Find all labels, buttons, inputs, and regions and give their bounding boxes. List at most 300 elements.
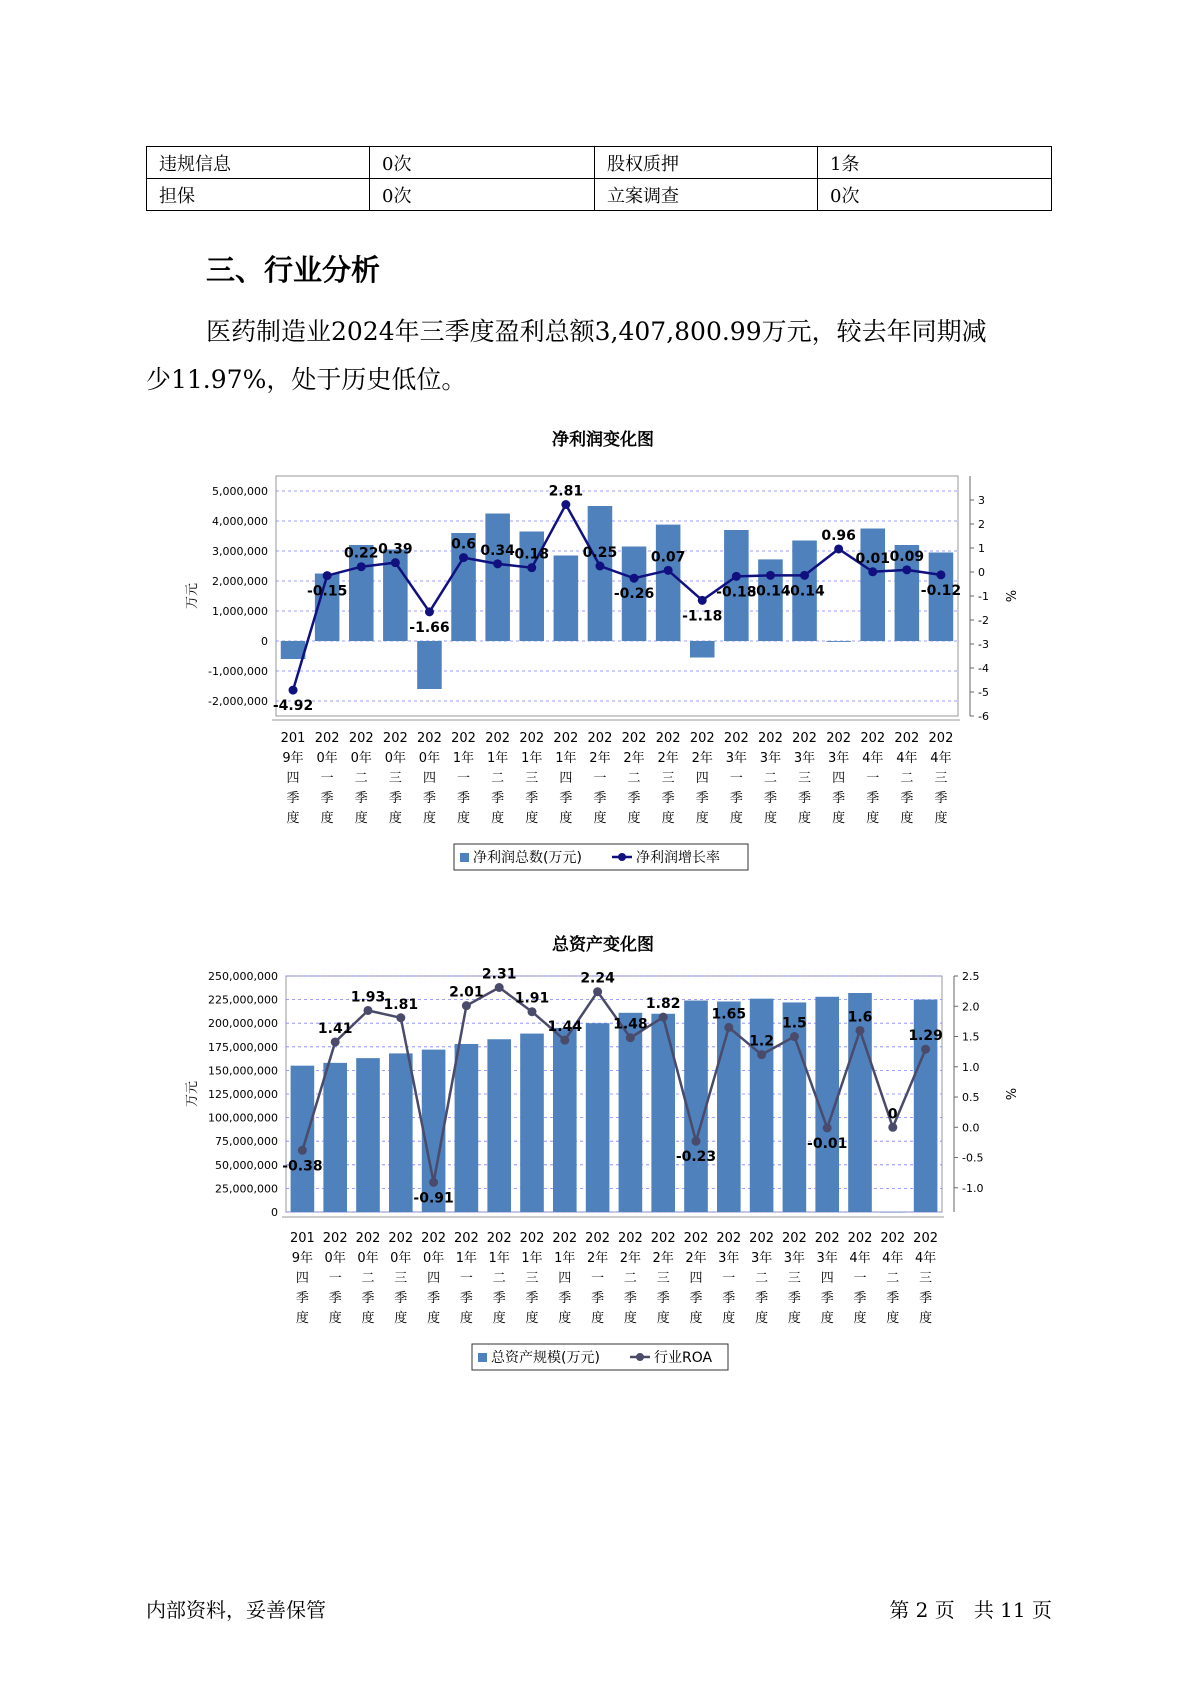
x-tick-label: 202 xyxy=(314,731,340,746)
x-tick-label: 2年 xyxy=(691,751,713,766)
x-tick-label: 3年 xyxy=(793,751,816,766)
x-tick-label: 1年 xyxy=(554,1251,576,1266)
data-label: 2.31 xyxy=(481,966,517,983)
x-tick-label: 202 xyxy=(716,1231,742,1246)
y2-tick-label: -1.0 xyxy=(962,1181,984,1195)
x-tick-label: 度 xyxy=(755,1311,769,1326)
x-tick-label: 度 xyxy=(722,1311,736,1326)
x-tick-label: 度 xyxy=(422,811,436,826)
x-tick-label: 3年 xyxy=(725,751,747,766)
x-tick-label: 202 xyxy=(781,1231,807,1246)
bar xyxy=(422,1050,446,1212)
data-label: 0.07 xyxy=(650,549,686,566)
y2-tick-label: -4 xyxy=(978,662,989,675)
line-point xyxy=(698,596,707,605)
y2-tick-label: 0 xyxy=(978,566,985,579)
data-label: -1.66 xyxy=(409,619,450,636)
x-tick-label: 度 xyxy=(627,811,641,826)
x-tick-label: 季 xyxy=(361,1291,375,1306)
x-tick-label: 四 xyxy=(558,1271,572,1286)
x-tick-label: 一 xyxy=(853,1271,867,1286)
x-tick-label: 0年 xyxy=(324,1251,346,1266)
x-tick-label: 3年 xyxy=(750,1251,773,1266)
y-axis-label: 万元 xyxy=(185,582,200,610)
line-point xyxy=(289,686,298,695)
y-tick-label: 150,000,000 xyxy=(208,1064,278,1078)
x-tick-label: 202 xyxy=(486,1231,512,1246)
line-point xyxy=(560,1036,569,1045)
x-tick-label: 二 xyxy=(627,771,641,786)
x-tick-label: 一 xyxy=(866,771,880,786)
x-tick-label: 季 xyxy=(492,1291,506,1306)
x-tick-label: 季 xyxy=(787,1291,801,1306)
bar xyxy=(554,556,579,642)
x-tick-label: 度 xyxy=(328,1311,342,1326)
legend-bar-swatch xyxy=(460,853,469,862)
x-tick-label: 三 xyxy=(919,1271,933,1286)
data-label: -0.91 xyxy=(413,1190,454,1207)
x-tick-label: 度 xyxy=(525,1311,539,1326)
x-tick-label: 2年 xyxy=(685,1251,707,1266)
legend-bar-label: 总资产规模(万元) xyxy=(491,1350,600,1366)
x-tick-label: 度 xyxy=(729,811,743,826)
line-point xyxy=(364,1006,373,1015)
x-tick-label: 一 xyxy=(328,1271,342,1286)
x-tick-label: 季 xyxy=(886,1291,900,1306)
y2-tick-label: 2.5 xyxy=(962,970,980,983)
line-point xyxy=(425,607,434,616)
paragraph-line-1: 医药制造业2024年三季度盈利总额3,407,800.99万元，较去年同期减 xyxy=(206,317,987,346)
x-tick-label: 季 xyxy=(427,1291,441,1306)
x-tick-label: 一 xyxy=(457,771,471,786)
bar xyxy=(588,506,613,641)
net-profit-chart xyxy=(0,420,1191,880)
legend-line-marker xyxy=(618,853,626,861)
line-point xyxy=(766,571,775,580)
x-tick-label: 季 xyxy=(832,791,846,806)
x-tick-label: 1年 xyxy=(488,1251,510,1266)
x-tick-label: 四 xyxy=(832,771,846,786)
x-tick-label: 度 xyxy=(661,811,675,826)
y2-tick-label: 0.5 xyxy=(962,1091,980,1105)
x-tick-label: 202 xyxy=(617,1231,643,1246)
line-point xyxy=(357,562,366,571)
data-label: 0.6 xyxy=(451,536,476,553)
x-tick-label: 季 xyxy=(900,791,914,806)
x-tick-label: 度 xyxy=(593,811,607,826)
line-point xyxy=(527,563,536,572)
y-tick-label: 50,000,000 xyxy=(215,1158,278,1172)
x-tick-label: 季 xyxy=(525,1291,539,1306)
table-cell: 0次 xyxy=(370,179,595,211)
x-tick-label: 202 xyxy=(621,731,647,746)
y2-tick-label: -2 xyxy=(978,614,989,627)
legend-line-label: 行业ROA xyxy=(654,1350,713,1366)
x-tick-label: 三 xyxy=(525,1271,539,1286)
bar xyxy=(356,1058,380,1212)
x-tick-label: 201 xyxy=(280,731,306,746)
x-tick-label: 四 xyxy=(286,771,300,786)
x-tick-label: 度 xyxy=(427,1311,441,1326)
data-label: 1.44 xyxy=(547,1019,583,1036)
line-point xyxy=(595,562,604,571)
y2-tick-label: 2.0 xyxy=(962,1000,980,1014)
table-cell: 0次 xyxy=(818,179,1052,211)
data-label: 1.6 xyxy=(847,1009,873,1026)
bar xyxy=(553,1028,577,1212)
x-tick-label: 度 xyxy=(623,1311,637,1326)
x-tick-label: 202 xyxy=(749,1231,775,1246)
x-tick-label: 二 xyxy=(623,1271,637,1286)
line-point xyxy=(888,1123,897,1132)
x-tick-label: 二 xyxy=(763,771,777,786)
x-tick-label: 202 xyxy=(322,1231,348,1246)
x-tick-label: 度 xyxy=(295,1311,309,1326)
x-tick-label: 3年 xyxy=(828,751,850,766)
data-label: 1.65 xyxy=(711,1006,747,1023)
line-point xyxy=(493,559,502,568)
data-label: 0.22 xyxy=(343,545,379,562)
line-point xyxy=(528,1007,537,1016)
x-tick-label: 季 xyxy=(286,791,300,806)
x-tick-label: 三 xyxy=(934,771,948,786)
data-label: -0.23 xyxy=(675,1149,717,1166)
x-tick-label: 二 xyxy=(755,1271,769,1286)
y-tick-label: 2,000,000 xyxy=(212,575,268,588)
data-label: 1.81 xyxy=(383,996,419,1013)
x-tick-label: 季 xyxy=(820,1291,834,1306)
x-tick-label: 度 xyxy=(798,811,812,826)
line-point xyxy=(396,1013,405,1022)
x-tick-label: 202 xyxy=(880,1231,906,1246)
data-label: 0.39 xyxy=(378,541,413,558)
x-tick-label: 2年 xyxy=(652,1251,674,1266)
x-tick-label: 四 xyxy=(422,771,436,786)
x-tick-label: 202 xyxy=(826,731,852,746)
x-tick-label: 三 xyxy=(661,771,675,786)
data-label: -0.14 xyxy=(750,583,791,600)
data-label: 1.48 xyxy=(613,1016,648,1033)
line-point xyxy=(921,1045,930,1054)
x-tick-label: 0年 xyxy=(422,1251,445,1266)
x-tick-label: 度 xyxy=(492,1311,506,1326)
line-point xyxy=(724,1023,733,1032)
y-tick-label: 250,000,000 xyxy=(208,970,278,983)
x-tick-label: 202 xyxy=(348,731,374,746)
line-point xyxy=(298,1146,307,1155)
x-tick-label: 季 xyxy=(388,791,402,806)
x-tick-label: 季 xyxy=(525,791,539,806)
chart-title: 净利润变化图 xyxy=(552,430,654,450)
x-tick-label: 3年 xyxy=(816,1251,838,1266)
y-tick-label: 175,000,000 xyxy=(208,1040,278,1054)
bar xyxy=(520,1034,544,1212)
x-tick-label: 度 xyxy=(832,811,846,826)
section-heading: 三、行业分析 xyxy=(206,253,381,287)
x-tick-label: 度 xyxy=(491,811,505,826)
data-label: 0.34 xyxy=(480,542,515,559)
x-tick-label: 二 xyxy=(886,1271,900,1286)
y-tick-label: 5,000,000 xyxy=(212,485,268,498)
line-point xyxy=(495,983,504,992)
x-tick-label: 202 xyxy=(814,1231,840,1246)
paragraph-line-2: 少11.97%，处于历史低位。 xyxy=(146,365,467,394)
data-label: -0.18 xyxy=(716,584,757,601)
y-tick-label: 3,000,000 xyxy=(212,545,268,558)
x-tick-label: 度 xyxy=(866,811,880,826)
x-tick-label: 三 xyxy=(798,771,812,786)
x-tick-label: 季 xyxy=(558,1291,572,1306)
y2-axis-label: % xyxy=(1002,1087,1017,1101)
x-tick-label: 2年 xyxy=(623,751,645,766)
bar xyxy=(860,529,885,642)
x-tick-label: 二 xyxy=(492,1271,506,1286)
data-label: -0.38 xyxy=(282,1158,323,1175)
x-tick-label: 度 xyxy=(286,811,300,826)
x-tick-label: 三 xyxy=(656,1271,670,1286)
data-label: 1.41 xyxy=(317,1020,353,1037)
x-tick-label: 季 xyxy=(459,1291,473,1306)
x-tick-label: 度 xyxy=(695,811,709,826)
x-tick-label: 1年 xyxy=(521,1251,543,1266)
x-tick-label: 度 xyxy=(919,1311,933,1326)
x-tick-label: 季 xyxy=(755,1291,769,1306)
legend-bar-label: 净利润总数(万元) xyxy=(473,850,582,866)
data-label: 0.09 xyxy=(889,548,925,565)
x-tick-label: 度 xyxy=(394,1311,408,1326)
table-cell: 立案调查 xyxy=(595,179,818,211)
x-tick-label: 2年 xyxy=(619,1251,642,1266)
x-tick-label: 4年 xyxy=(882,1251,904,1266)
line-point xyxy=(391,558,400,567)
x-tick-label: 一 xyxy=(729,771,743,786)
y2-tick-label: -3 xyxy=(978,638,989,651)
y-axis-label: 万元 xyxy=(185,1080,200,1108)
x-tick-label: 9年 xyxy=(282,751,304,766)
x-tick-label: 四 xyxy=(295,1271,309,1286)
x-tick-label: 度 xyxy=(558,1311,572,1326)
bar xyxy=(586,1023,610,1212)
x-tick-label: 季 xyxy=(729,791,743,806)
y-tick-label: 0 xyxy=(261,635,268,648)
x-tick-label: 一 xyxy=(722,1271,736,1286)
y2-tick-label: -5 xyxy=(978,686,989,699)
bar xyxy=(651,1014,675,1212)
x-tick-label: 度 xyxy=(361,1311,375,1326)
bar xyxy=(455,1044,479,1212)
data-label: -0.26 xyxy=(613,586,655,603)
y2-tick-label: 2 xyxy=(978,518,985,531)
x-tick-label: 季 xyxy=(394,1291,408,1306)
bar xyxy=(750,999,774,1212)
data-label: 0.18 xyxy=(514,546,550,563)
line-point xyxy=(593,987,602,996)
x-tick-label: 二 xyxy=(361,1271,375,1286)
x-tick-label: 0年 xyxy=(357,1251,379,1266)
x-tick-label: 季 xyxy=(798,791,812,806)
data-label: 1.91 xyxy=(514,990,550,1007)
line-point xyxy=(823,1123,832,1132)
x-tick-label: 度 xyxy=(820,1311,834,1326)
data-label: 2.24 xyxy=(580,970,615,987)
x-tick-label: 202 xyxy=(913,1231,939,1246)
x-tick-label: 1年 xyxy=(452,751,475,766)
x-tick-label: 1年 xyxy=(555,751,577,766)
x-tick-label: 季 xyxy=(919,1291,933,1306)
x-tick-label: 202 xyxy=(758,731,783,746)
y2-tick-label: 1.0 xyxy=(962,1060,980,1074)
x-tick-label: 202 xyxy=(655,731,681,746)
x-tick-label: 4年 xyxy=(930,751,952,766)
line-point xyxy=(659,1013,668,1022)
x-tick-label: 202 xyxy=(723,731,749,746)
x-tick-label: 四 xyxy=(427,1271,441,1286)
footer-left: 内部资料，妥善保管 xyxy=(146,1598,326,1622)
x-tick-label: 季 xyxy=(591,1291,605,1306)
x-tick-label: 一 xyxy=(459,1271,473,1286)
x-tick-label: 202 xyxy=(650,1231,676,1246)
y-tick-label: 225,000,000 xyxy=(208,993,278,1007)
x-tick-label: 季 xyxy=(722,1291,736,1306)
x-tick-label: 1年 xyxy=(455,1251,478,1266)
x-tick-label: 度 xyxy=(525,811,539,826)
x-tick-label: 度 xyxy=(934,811,948,826)
x-tick-label: 季 xyxy=(623,1291,637,1306)
y2-tick-label: 0.0 xyxy=(962,1121,980,1135)
info-table xyxy=(146,146,1052,211)
y-tick-label: 4,000,000 xyxy=(212,515,268,528)
x-tick-label: 一 xyxy=(320,771,334,786)
x-tick-label: 202 xyxy=(689,731,715,746)
table-cell: 1条 xyxy=(818,147,1052,179)
y-tick-label: 25,000,000 xyxy=(215,1182,278,1196)
x-tick-label: 4年 xyxy=(849,1251,871,1266)
x-tick-label: 201 xyxy=(289,1231,315,1246)
x-tick-label: 度 xyxy=(656,1311,670,1326)
line-point xyxy=(868,567,877,576)
data-label: -0.12 xyxy=(920,582,962,599)
y2-tick-label: 1 xyxy=(978,542,985,555)
x-tick-label: 季 xyxy=(853,1291,867,1306)
y2-axis-label: % xyxy=(1002,589,1017,603)
bar xyxy=(485,514,510,642)
x-tick-label: 9年 xyxy=(291,1251,314,1266)
x-tick-label: 三 xyxy=(787,1271,801,1286)
line-point xyxy=(757,1050,766,1059)
y-tick-label: 100,000,000 xyxy=(208,1111,278,1125)
x-tick-label: 2年 xyxy=(589,751,611,766)
data-label: 0.01 xyxy=(855,550,891,567)
x-tick-label: 一 xyxy=(593,771,607,786)
x-tick-label: 202 xyxy=(453,1231,479,1246)
x-tick-label: 季 xyxy=(457,791,471,806)
x-tick-label: 202 xyxy=(585,1231,611,1246)
x-tick-label: 季 xyxy=(763,791,777,806)
x-tick-label: 二 xyxy=(354,771,368,786)
x-tick-label: 202 xyxy=(847,1231,873,1246)
x-tick-label: 四 xyxy=(695,771,709,786)
bar xyxy=(656,525,681,641)
table-cell: 担保 xyxy=(147,179,370,211)
x-tick-label: 四 xyxy=(689,1271,703,1286)
bar xyxy=(417,641,442,689)
x-tick-label: 0年 xyxy=(316,751,338,766)
x-tick-label: 202 xyxy=(928,731,954,746)
bar xyxy=(848,993,872,1212)
line-point xyxy=(630,574,639,583)
bar xyxy=(291,1066,315,1212)
bar xyxy=(619,1013,643,1212)
x-tick-label: 度 xyxy=(388,811,402,826)
x-tick-label: 季 xyxy=(422,791,436,806)
line-point xyxy=(459,553,468,562)
table-cell: 0次 xyxy=(370,147,595,179)
x-tick-label: 202 xyxy=(485,731,511,746)
x-tick-label: 2年 xyxy=(586,1251,609,1266)
line-point xyxy=(664,566,673,575)
x-tick-label: 202 xyxy=(355,1231,381,1246)
x-tick-label: 1年 xyxy=(521,751,543,766)
x-tick-label: 季 xyxy=(491,791,505,806)
legend-bar-swatch xyxy=(478,1353,487,1362)
x-tick-label: 度 xyxy=(900,811,914,826)
x-tick-label: 202 xyxy=(552,1231,578,1246)
line-point xyxy=(936,570,945,579)
x-tick-label: 季 xyxy=(328,1291,342,1306)
x-tick-label: 0年 xyxy=(350,751,372,766)
x-tick-label: 0年 xyxy=(384,751,406,766)
data-label: -0.01 xyxy=(807,1135,848,1152)
y2-tick-label: -1 xyxy=(978,590,989,603)
bar xyxy=(323,1063,347,1212)
line-point xyxy=(790,1032,799,1041)
y-tick-label: 200,000,000 xyxy=(208,1017,278,1031)
x-tick-label: 202 xyxy=(382,731,408,746)
x-tick-label: 度 xyxy=(763,811,777,826)
x-tick-label: 4年 xyxy=(862,751,884,766)
y2-tick-label: 3 xyxy=(978,494,985,507)
x-tick-label: 季 xyxy=(295,1291,309,1306)
chart-title: 总资产变化图 xyxy=(552,935,654,955)
line-point xyxy=(323,571,332,580)
x-tick-label: 4年 xyxy=(896,751,918,766)
line-point xyxy=(331,1037,340,1046)
y-tick-label: 0 xyxy=(271,1206,278,1219)
x-tick-label: 度 xyxy=(354,811,368,826)
data-label: 2.01 xyxy=(449,984,484,1001)
bar xyxy=(881,1212,905,1213)
x-tick-label: 202 xyxy=(860,731,886,746)
x-tick-label: 202 xyxy=(894,731,920,746)
legend-line-label: 净利润增长率 xyxy=(636,850,720,866)
data-label: 0.25 xyxy=(582,545,618,561)
x-tick-label: 202 xyxy=(451,731,476,746)
x-tick-label: 季 xyxy=(559,791,573,806)
data-label: -0.14 xyxy=(784,583,825,600)
x-tick-label: 二 xyxy=(900,771,914,786)
x-tick-label: 202 xyxy=(417,731,442,746)
x-tick-label: 三 xyxy=(394,1271,408,1286)
line-point xyxy=(626,1033,635,1042)
bar xyxy=(389,1053,413,1212)
x-tick-label: 度 xyxy=(459,1311,473,1326)
table-cell: 股权质押 xyxy=(595,147,818,179)
x-tick-label: 202 xyxy=(519,1231,545,1246)
x-tick-label: 度 xyxy=(320,811,334,826)
x-tick-label: 季 xyxy=(354,791,368,806)
x-tick-label: 季 xyxy=(627,791,641,806)
x-tick-label: 3年 xyxy=(759,751,782,766)
